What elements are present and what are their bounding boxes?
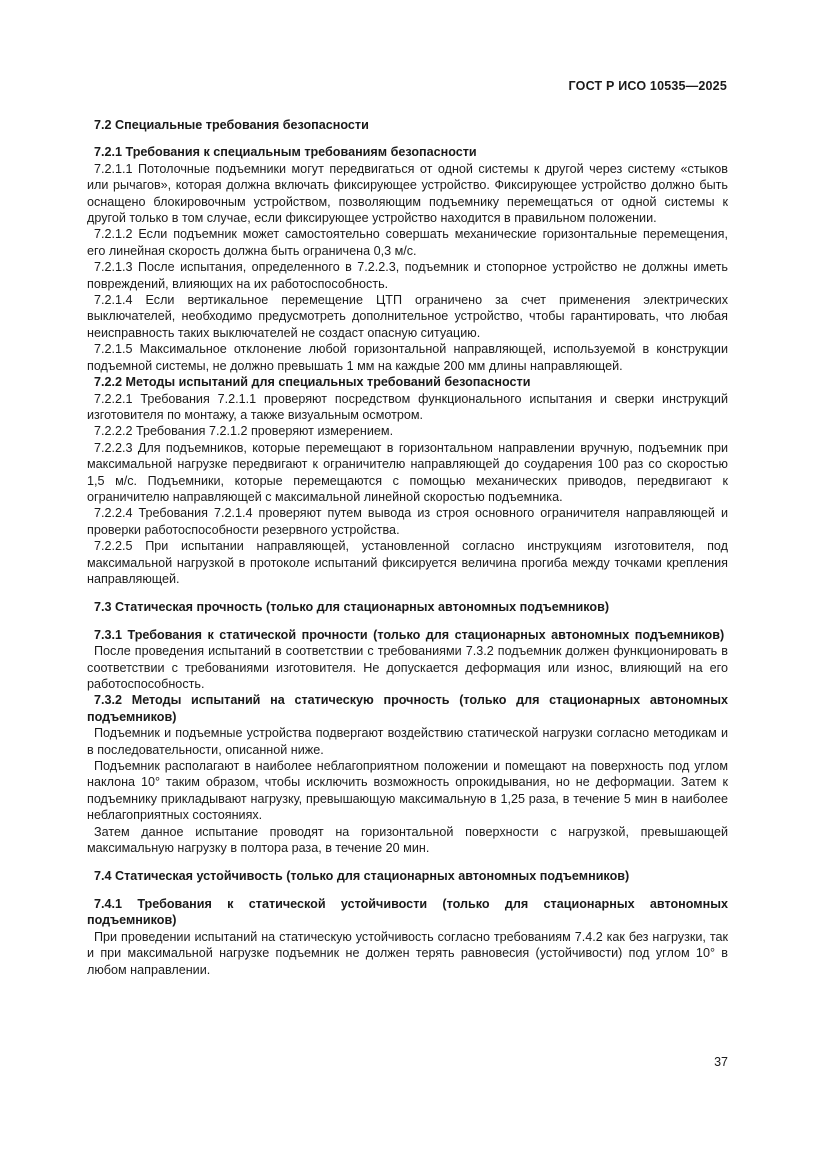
paragraph: Подъемник и подъемные устройства подвергают воздействию статической нагрузки согласно методикам и в последовательности, описанной ниже. (87, 726, 728, 757)
section-heading: 7.4 Статическая устойчивость (только для стационарных автономных подъемников) (94, 869, 630, 884)
paragraph: 7.2.1.5 Максимальное отклонение любой горизонтальной направляющей, используемой в конструкции подъемной системы, не должно превышать 1 мм на каждые 200 мм длины направляющей. (87, 342, 728, 373)
page-number: 37 (714, 1055, 728, 1069)
section-heading: 7.2 Специальные требования безопасности (94, 118, 369, 132)
paragraph: 7.2.2.1 Требования 7.2.1.1 проверяют посредством функционального испытания и сверки инструкций изготовителя по монтажу, а также визуальным осмотром. (87, 391, 728, 422)
paragraph: Затем данное испытание проводят на горизонтальной поверхности с нагрузкой, превышающей максимальную нагрузку в полтора раза, в течение 20 мин. (87, 824, 728, 856)
subsection-heading: 7.4.1 Требования к статической устойчивости (только для стационарных автономных подъемников) (87, 896, 728, 928)
paragraph: 7.2.1.2 Если подъемник может самостоятельно совершать механические горизонтальные перемещения, его линейная скорость должна быть ограничена 0,3 м/с. (87, 227, 728, 258)
document-body (87, 117, 728, 978)
subsection-heading: 7.3.2 Методы испытаний на статическую прочность (только для стационарных автономных подъемников) (87, 693, 728, 724)
paragraph: 7.2.2.2 Требования 7.2.1.2 проверяют измерением. (94, 424, 394, 439)
paragraph: 7.2.1.3 После испытания, определенного в 7.2.2.3, подъемник и стопорное устройство не должны иметь повреждений, влияющих на их работоспособность. (87, 260, 728, 291)
subsection-heading: 7.2.1 Требования к специальным требованиям безопасности (94, 145, 477, 160)
subsection-heading: 7.3.1 Требования к статической прочности (только для стационарных автономных подъемников) (94, 627, 725, 642)
paragraph: Подъемник располагают в наиболее неблагоприятном положении и помещают на поверхность под углом наклона 10° таким образом, чтобы исключить возможность опрокидывания, но не деформации. Затем к подъемнику прикладывают нагрузку, превышающую максимальную в 1,25 раза, в течение 5 мин в наиболее неблагоприятных состояниях. (87, 759, 728, 823)
subsection-heading: 7.2.2 Методы испытаний для специальных требований безопасности (94, 375, 531, 390)
paragraph: 7.2.2.4 Требования 7.2.1.4 проверяют путем вывода из строя основного ограничителя направляющей и проверки работоспособности резервного устройства. (87, 506, 728, 537)
paragraph: 7.2.2.5 При испытании направляющей, установленной согласно инструкциям изготовителя, под максимальной нагрузкой в протоколе испытаний фиксируется величина прогиба между точками крепления направляющей. (87, 539, 728, 586)
paragraph: После проведения испытаний в соответствии с требованиями 7.3.2 подъемник должен функционировать в соответствии с требованиями изготовителя. Не допускается деформация или износ, влияющий на его работоспособность. (87, 644, 728, 691)
document-code: ГОСТ Р ИСО 10535—2025 (568, 79, 727, 93)
section-heading: 7.3 Статическая прочность (только для стационарных автономных подъемников) (94, 600, 610, 615)
paragraph: 7.2.2.3 Для подъемников, которые перемещают в горизонтальном направлении вручную, подъемник при максимальной нагрузке передвигают к ограничителю направляющей до соударения 100 раз со скоростью 1,5 м/с. Подъемники, которые перемещаются с помощью механических приводов, передвигают к ограничителю направляющей с максимальной линейной скоростью подъемника. (87, 440, 728, 504)
paragraph: При проведении испытаний на статическую устойчивость согласно требованиям 7.4.2 как без нагрузки, так и при максимальной нагрузке подъемник не должен терять равновесия (устойчивости) под углом 10° в любом направлении. (87, 929, 728, 977)
paragraph: 7.2.1.4 Если вертикальное перемещение ЦТП ограничено за счет применения электрических выключателей, необходимо предусмотреть дополнительное устройство, чтобы гарантировать, что любая неисправность таких выключателей не создаст опасную ситуацию. (87, 293, 728, 340)
paragraph: 7.2.1.1 Потолочные подъемники могут передвигаться от одной системы к другой через систему «стыков или рычагов», которая должна включать фиксирующее устройство. Фиксирующее устройство должно быть оснащено блокировочным устройством, позволяющим подъемнику перемещаться от одной системы к другой только в том случае, если фиксирующее устройство находится в правильном положении. (87, 161, 728, 226)
